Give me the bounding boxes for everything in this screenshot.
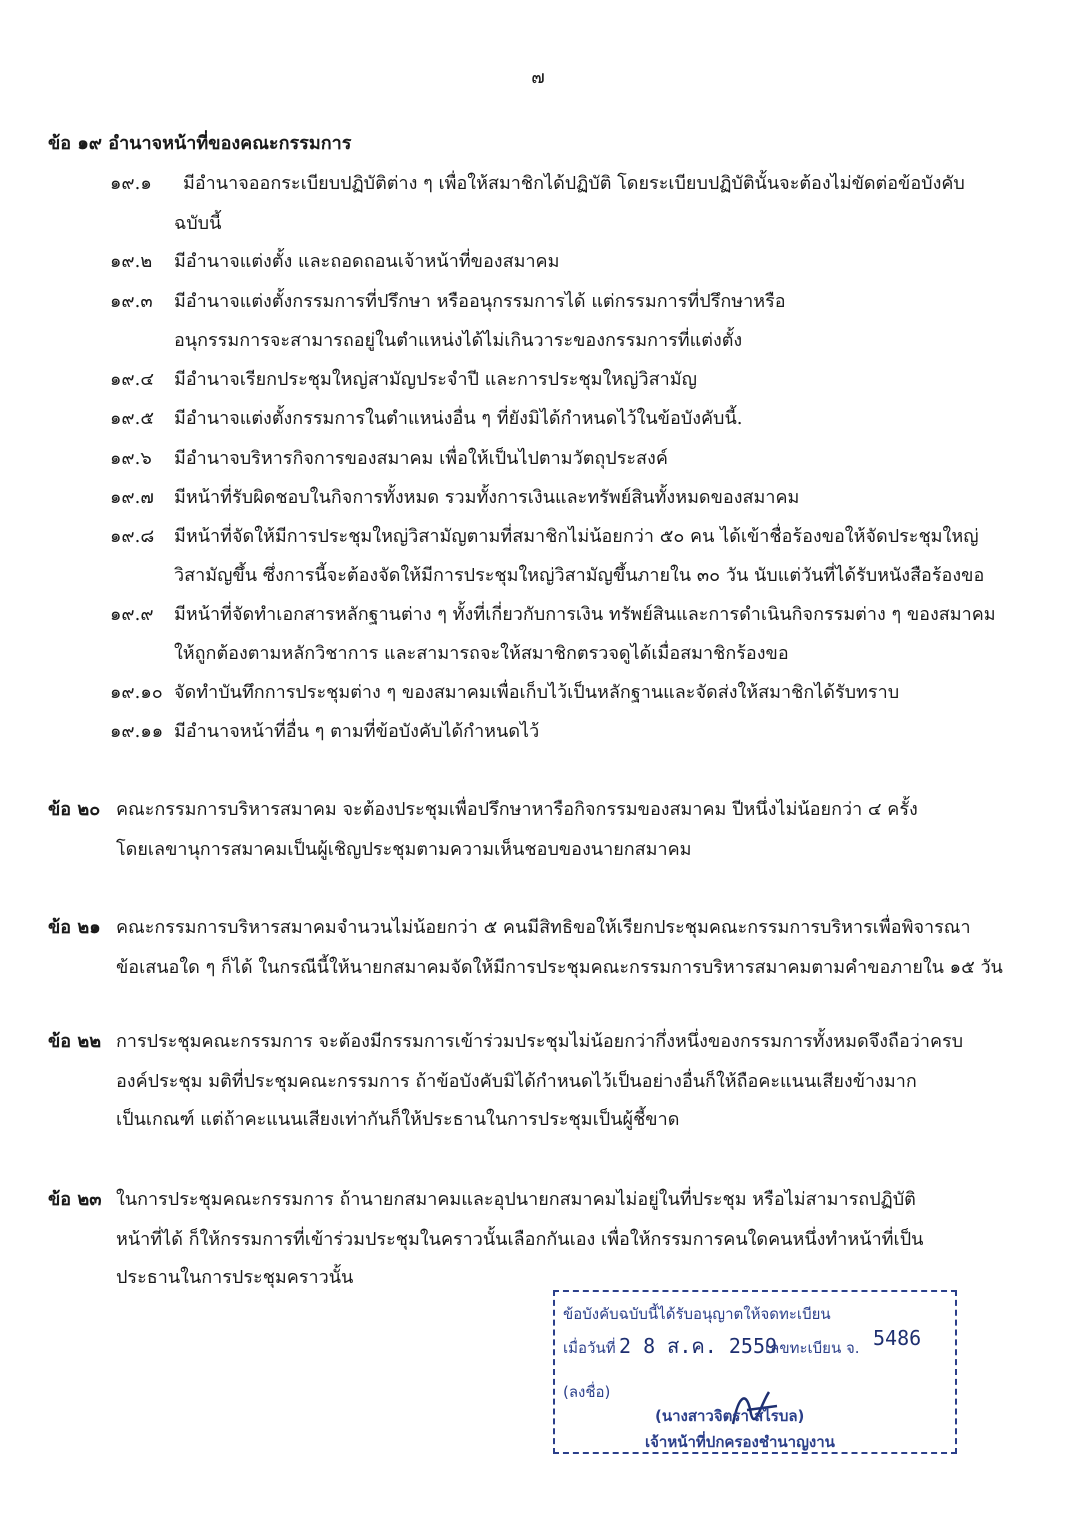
item-19-3-line-1: มีอำนาจแต่งตั้งกรรมการที่ปรึกษา หรืออนุกรรมการได้ แต่กรรมการที่ปรึกษาหรือ	[174, 291, 786, 312]
clause-20-line-1: คณะกรรมการบริหารสมาคม จะต้องประชุมเพื่อปรึกษาหารือกิจกรรมของสมาคม ปีหนึ่งไม่น้อยกว่า ๔ ครั้ง	[116, 799, 918, 820]
clause-22-line-3: เป็นเกณฑ์ แต่ถ้าคะแนนเสียงเท่ากันก็ให้ประธานในการประชุมเป็นผู้ชี้ขาด	[116, 1109, 680, 1130]
item-19-8-number: ๑๙.๘	[110, 526, 155, 547]
stamp-official-name: (นางสาวจิตรา สไรบล)	[655, 1407, 805, 1425]
stamp-official-position: เจ้าหน้าที่ปกครองชำนาญงาน	[645, 1433, 835, 1451]
item-19-9-line-1: มีหน้าที่จัดทำเอกสารหลักฐานต่าง ๆ ทั้งที่เกี่ยวกับการเงิน ทรัพย์สินและการดำเนินกิจกรรมต่าง ๆ ของสมาคม	[174, 604, 996, 625]
clause-21-line-1: คณะกรรมการบริหารสมาคมจำนวนไม่น้อยกว่า ๕ คนมีสิทธิขอให้เรียกประชุมคณะกรรมการบริหารเพื่อพิจารณา	[116, 917, 971, 938]
clause-22-number: ข้อ ๒๒	[48, 1031, 102, 1052]
item-19-11-number: ๑๙.๑๑	[110, 721, 164, 742]
stamp-date-label: เมื่อวันที่	[563, 1339, 616, 1357]
stamp-reg-value: 5486	[873, 1326, 922, 1350]
item-19-2-number: ๑๙.๒	[110, 251, 153, 272]
clause-23-line-2: หน้าที่ได้ ก็ให้กรรมการที่เข้าร่วมประชุมในคราวนั้นเลือกกันเอง เพื่อให้กรรมการคนใดคนหนึ่งทำหน้าที่เป็น	[116, 1229, 924, 1250]
item-19-3-line-2: อนุกรรมการจะสามารถอยู่ในตำแหน่งได้ไม่เกินวาระของกรรมการที่แต่งตั้ง	[174, 330, 743, 351]
clause-23-number: ข้อ ๒๓	[48, 1189, 102, 1210]
stamp-date-value: 2 8 ส.ค. 2559	[619, 1334, 778, 1358]
page-number: ๗	[531, 67, 545, 88]
item-19-7-number: ๑๙.๗	[110, 487, 154, 508]
clause-22-line-1: การประชุมคณะกรรมการ จะต้องมีกรรมการเข้าร่วมประชุมไม่น้อยกว่ากึ่งหนึ่งของกรรมการทั้งหมดจึงถือว่าครบ	[116, 1031, 964, 1052]
clause-20-number: ข้อ ๒๐	[48, 799, 101, 820]
item-19-10-number: ๑๙.๑๐	[110, 682, 163, 703]
item-19-1-line-1: มีอำนาจออกระเบียบปฏิบัติต่าง ๆ เพื่อให้สมาชิกได้ปฏิบัติ โดยระเบียบปฏิบัตินั้นจะต้องไม่ขัดต่อข้อบังคับ	[183, 173, 965, 194]
clause-23-line-3: ประธานในการประชุมคราวนั้น	[116, 1267, 354, 1288]
item-19-9-number: ๑๙.๙	[110, 604, 154, 625]
item-19-6-number: ๑๙.๖	[110, 448, 152, 469]
item-19-1-line-2: ฉบับนี้	[174, 213, 222, 234]
item-19-9-line-2: ให้ถูกต้องตามหลักวิชาการ และสามารถจะให้สมาชิกตรวจดูได้เมื่อสมาชิกร้องขอ	[174, 643, 789, 664]
item-19-11-line-1: มีอำนาจหน้าที่อื่น ๆ ตามที่ข้อบังคับได้กำหนดไว้	[174, 721, 540, 742]
item-19-8-line-2: วิสามัญขึ้น ซึ่งการนี้จะต้องจัดให้มีการประชุมใหญ่วิสามัญขึ้นภายใน ๓๐ วัน นับแต่วันที่ได้รับหนังสือร้องขอ	[174, 565, 985, 586]
item-19-1-number: ๑๙.๑	[110, 173, 152, 194]
registration-stamp	[553, 1290, 957, 1454]
clause-21-number: ข้อ ๒๑	[48, 917, 101, 938]
stamp-sign-label: (ลงชื่อ)	[563, 1383, 611, 1401]
item-19-8-line-1: มีหน้าที่จัดให้มีการประชุมใหญ่วิสามัญตามที่สมาชิกไม่น้อยกว่า ๕๐ คน ได้เข้าชื่อร้องขอให้จัดประชุมใหญ่	[174, 526, 979, 547]
item-19-3-number: ๑๙.๓	[110, 291, 153, 312]
item-19-4-line-1: มีอำนาจเรียกประชุมใหญ่สามัญประจำปี และการประชุมใหญ่วิสามัญ	[174, 369, 697, 390]
item-19-4-number: ๑๙.๔	[110, 369, 154, 390]
clause-21-line-2: ข้อเสนอใด ๆ ก็ได้ ในกรณีนี้ให้นายกสมาคมจัดให้มีการประชุมคณะกรรมการบริหารสมาคมตามคำขอภายใน ๑๕ วัน	[116, 957, 1003, 978]
item-19-5-line-1: มีอำนาจแต่งตั้งกรรมการในตำแหน่งอื่น ๆ ที่ยังมิได้กำหนดไว้ในข้อบังคับนี้.	[174, 408, 743, 429]
item-19-6-line-1: มีอำนาจบริหารกิจการของสมาคม เพื่อให้เป็นไปตามวัตถุประสงค์	[174, 448, 668, 469]
clause-23-line-1: ในการประชุมคณะกรรมการ ถ้านายกสมาคมและอุปนายกสมาคมไม่อยู่ในที่ประชุม หรือไม่สามารถปฏิบัติ	[116, 1189, 916, 1210]
item-19-7-line-1: มีหน้าที่รับผิดชอบในกิจการทั้งหมด รวมทั้งการเงินและทรัพย์สินทั้งหมดของสมาคม	[174, 487, 800, 508]
clause-22-line-2: องค์ประชุม มติที่ประชุมคณะกรรมการ ถ้าข้อบังคับมิได้กำหนดไว้เป็นอย่างอื่นก็ให้ถือคะแนนเสียงข้างมาก	[116, 1071, 917, 1092]
clause-19-heading: ข้อ ๑๙ อำนาจหน้าที่ของคณะกรรมการ	[48, 133, 352, 154]
item-19-10-line-1: จัดทำบันทึกการประชุมต่าง ๆ ของสมาคมเพื่อเก็บไว้เป็นหลักฐานและจัดส่งให้สมาชิกได้รับทราบ	[174, 682, 900, 703]
item-19-2-line-1: มีอำนาจแต่งตั้ง และถอดถอนเจ้าหน้าที่ของสมาคม	[174, 251, 560, 272]
clause-20-line-2: โดยเลขานุการสมาคมเป็นผู้เชิญประชุมตามความเห็นชอบของนายกสมาคม	[116, 839, 692, 860]
stamp-title: ข้อบังคับฉบับนี้ได้รับอนุญาตให้จดทะเบียน	[563, 1305, 831, 1323]
item-19-5-number: ๑๙.๕	[110, 408, 154, 429]
stamp-reg-label: เลขทะเบียน จ.	[765, 1339, 860, 1357]
